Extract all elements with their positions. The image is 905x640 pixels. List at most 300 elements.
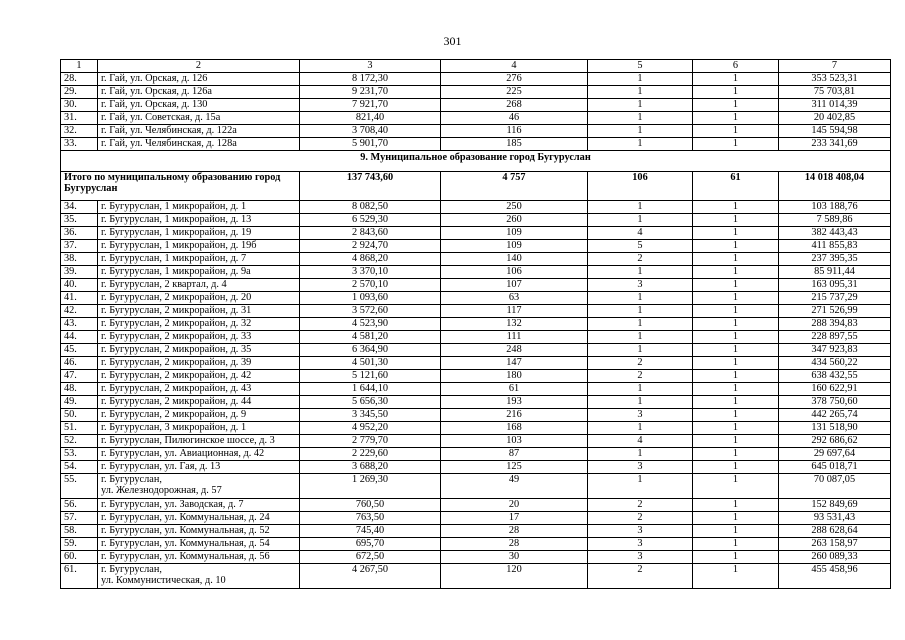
column-5-cell: 1 — [588, 474, 693, 499]
column-6-cell: 1 — [693, 383, 779, 396]
column-6-cell: 1 — [693, 331, 779, 344]
row-number: 56. — [61, 499, 98, 512]
cost-cell: 233 341,69 — [779, 138, 891, 151]
area-cell: 5 901,70 — [300, 138, 441, 151]
column-header: 6 — [693, 60, 779, 73]
column-5-cell: 1 — [588, 331, 693, 344]
column-6-cell: 1 — [693, 266, 779, 279]
address-line: г. Бугуруслан, 1 микрорайон, д. 1 — [101, 201, 247, 212]
residents-cell: 28 — [441, 538, 588, 551]
residents-cell: 63 — [441, 292, 588, 305]
address-line: г. Гай, ул. Орская, д. 126а — [101, 86, 212, 97]
cost-cell: 163 095,31 — [779, 279, 891, 292]
table-row — [61, 383, 891, 396]
residents-cell: 28 — [441, 525, 588, 538]
header-row — [61, 60, 891, 73]
column-6-cell: 1 — [693, 551, 779, 564]
address-cell — [98, 266, 300, 279]
column-5-cell: 1 — [588, 448, 693, 461]
residents-cell: 185 — [441, 138, 588, 151]
address-cell — [98, 99, 300, 112]
column-6-cell: 1 — [693, 201, 779, 214]
area-cell: 4 581,20 — [300, 331, 441, 344]
column-5-cell: 3 — [588, 279, 693, 292]
address-line-2: ул. Коммунистическая, д. 10 — [101, 575, 226, 586]
address-cell — [98, 383, 300, 396]
area-cell: 4 267,50 — [300, 564, 441, 589]
residents-cell: 132 — [441, 318, 588, 331]
row-number: 40. — [61, 279, 98, 292]
address-line: г. Бугуруслан, ул. Коммунальная, д. 54 — [101, 538, 270, 549]
address-line: г. Бугуруслан, 1 микрорайон, д. 19б — [101, 240, 257, 251]
area-cell: 763,50 — [300, 512, 441, 525]
address-line: г. Бугуруслан, 1 микрорайон, д. 19 — [101, 227, 252, 238]
column-5-cell: 3 — [588, 538, 693, 551]
cost-cell: 311 014,39 — [779, 99, 891, 112]
address-line: г. Бугуруслан, 2 микрорайон, д. 32 — [101, 318, 252, 329]
total-column-6: 61 — [693, 172, 779, 201]
row-number: 39. — [61, 266, 98, 279]
column-5-cell: 3 — [588, 551, 693, 564]
row-number: 38. — [61, 253, 98, 266]
row-number: 33. — [61, 138, 98, 151]
cost-cell: 260 089,33 — [779, 551, 891, 564]
row-number: 50. — [61, 409, 98, 422]
column-6-cell: 1 — [693, 279, 779, 292]
area-cell: 3 572,60 — [300, 305, 441, 318]
cost-cell: 160 622,91 — [779, 383, 891, 396]
cost-cell: 292 686,62 — [779, 435, 891, 448]
address-cell — [98, 551, 300, 564]
address-line-2: ул. Железнодорожная, д. 57 — [101, 485, 222, 496]
table-row — [61, 448, 891, 461]
section-title: 9. Муниципальное образование город Бугуруслан — [61, 151, 891, 172]
address-cell — [98, 86, 300, 99]
column-6-cell: 1 — [693, 86, 779, 99]
residents-cell: 46 — [441, 112, 588, 125]
residents-cell: 20 — [441, 499, 588, 512]
address-cell — [98, 125, 300, 138]
table-row — [61, 266, 891, 279]
cost-cell: 152 849,69 — [779, 499, 891, 512]
address-cell — [98, 214, 300, 227]
area-cell: 7 921,70 — [300, 99, 441, 112]
total-label: Итого по муниципальному образованию город Бугуруслан — [61, 172, 300, 201]
column-6-cell: 1 — [693, 422, 779, 435]
area-cell: 1 644,10 — [300, 383, 441, 396]
cost-cell: 263 158,97 — [779, 538, 891, 551]
area-cell: 821,40 — [300, 112, 441, 125]
table-row — [61, 318, 891, 331]
table-row — [61, 214, 891, 227]
column-6-cell: 1 — [693, 474, 779, 499]
cost-cell: 288 394,83 — [779, 318, 891, 331]
address-line: г. Бугуруслан, 2 микрорайон, д. 42 — [101, 370, 252, 381]
address-line: г. Бугуруслан, 2 микрорайон, д. 44 — [101, 396, 252, 407]
address-cell — [98, 461, 300, 474]
row-number: 59. — [61, 538, 98, 551]
address-line: г. Бугуруслан, 1 микрорайон, д. 9а — [101, 266, 251, 277]
table-body — [61, 60, 891, 589]
column-6-cell: 1 — [693, 538, 779, 551]
cost-cell: 20 402,85 — [779, 112, 891, 125]
column-6-cell: 1 — [693, 370, 779, 383]
column-6-cell: 1 — [693, 240, 779, 253]
area-cell: 5 121,60 — [300, 370, 441, 383]
row-number: 49. — [61, 396, 98, 409]
column-5-cell: 2 — [588, 253, 693, 266]
column-5-cell: 1 — [588, 112, 693, 125]
table-row — [61, 538, 891, 551]
address-line: г. Гай, ул. Челябинская, д. 122а — [101, 125, 237, 136]
address-line: г. Бугуруслан, ул. Авиационная, д. 42 — [101, 448, 265, 459]
area-cell: 5 656,30 — [300, 396, 441, 409]
row-number: 31. — [61, 112, 98, 125]
address-cell — [98, 253, 300, 266]
cost-cell: 7 589,86 — [779, 214, 891, 227]
table-row — [61, 305, 891, 318]
address-cell — [98, 564, 300, 589]
address-cell — [98, 227, 300, 240]
cost-cell: 353 523,31 — [779, 73, 891, 86]
column-6-cell: 1 — [693, 396, 779, 409]
column-5-cell: 1 — [588, 422, 693, 435]
table-row — [61, 253, 891, 266]
row-number: 34. — [61, 201, 98, 214]
total-cost: 14 018 408,04 — [779, 172, 891, 201]
total-area: 137 743,60 — [300, 172, 441, 201]
column-6-cell: 1 — [693, 448, 779, 461]
table-row — [61, 396, 891, 409]
row-number: 29. — [61, 86, 98, 99]
address-cell — [98, 396, 300, 409]
row-number: 28. — [61, 73, 98, 86]
residents-cell: 17 — [441, 512, 588, 525]
page-number: 301 — [443, 34, 462, 48]
area-cell: 2 924,70 — [300, 240, 441, 253]
table-row — [61, 461, 891, 474]
address-line: г. Бугуруслан, ул. Коммунальная, д. 24 — [101, 512, 270, 523]
address-line: г. Бугуруслан, — [101, 564, 162, 575]
address-line: г. Бугуруслан, ул. Коммунальная, д. 56 — [101, 551, 270, 562]
column-5-cell: 2 — [588, 564, 693, 589]
row-number: 52. — [61, 435, 98, 448]
cost-cell: 237 395,35 — [779, 253, 891, 266]
row-number: 60. — [61, 551, 98, 564]
area-cell: 3 345,50 — [300, 409, 441, 422]
residents-cell: 106 — [441, 266, 588, 279]
address-cell — [98, 201, 300, 214]
address-cell — [98, 331, 300, 344]
cost-cell: 378 750,60 — [779, 396, 891, 409]
cost-cell: 442 265,74 — [779, 409, 891, 422]
residents-cell: 125 — [441, 461, 588, 474]
cost-cell: 638 432,55 — [779, 370, 891, 383]
table-row — [61, 474, 891, 499]
area-cell: 4 501,30 — [300, 357, 441, 370]
cost-cell: 382 443,43 — [779, 227, 891, 240]
address-cell — [98, 525, 300, 538]
total-row — [61, 172, 891, 201]
area-cell: 6 364,90 — [300, 344, 441, 357]
table-row — [61, 99, 891, 112]
address-line: г. Бугуруслан, — [101, 474, 162, 485]
total-column-5: 106 — [588, 172, 693, 201]
area-cell: 3 370,10 — [300, 266, 441, 279]
address-line: г. Бугуруслан, 2 микрорайон, д. 35 — [101, 344, 252, 355]
residents-cell: 103 — [441, 435, 588, 448]
cost-cell: 347 923,83 — [779, 344, 891, 357]
address-line: г. Бугуруслан, 2 микрорайон, д. 33 — [101, 331, 252, 342]
address-cell — [98, 73, 300, 86]
residents-cell: 117 — [441, 305, 588, 318]
cost-cell: 288 628,64 — [779, 525, 891, 538]
residents-cell: 87 — [441, 448, 588, 461]
column-6-cell: 1 — [693, 99, 779, 112]
row-number: 46. — [61, 357, 98, 370]
cost-cell: 70 087,05 — [779, 474, 891, 499]
residents-cell: 216 — [441, 409, 588, 422]
cost-cell: 103 188,76 — [779, 201, 891, 214]
area-cell: 9 231,70 — [300, 86, 441, 99]
area-cell: 2 570,10 — [300, 279, 441, 292]
residents-cell: 109 — [441, 227, 588, 240]
residents-cell: 193 — [441, 396, 588, 409]
housing-table — [60, 59, 891, 589]
column-5-cell: 3 — [588, 409, 693, 422]
row-number: 57. — [61, 512, 98, 525]
row-number: 35. — [61, 214, 98, 227]
area-cell: 672,50 — [300, 551, 441, 564]
residents-cell: 268 — [441, 99, 588, 112]
column-6-cell: 1 — [693, 214, 779, 227]
row-number: 32. — [61, 125, 98, 138]
address-cell — [98, 318, 300, 331]
column-5-cell: 2 — [588, 370, 693, 383]
column-header: 7 — [779, 60, 891, 73]
table-row — [61, 370, 891, 383]
address-line: г. Бугуруслан, ул. Коммунальная, д. 52 — [101, 525, 270, 536]
area-cell: 695,70 — [300, 538, 441, 551]
column-header: 2 — [98, 60, 300, 73]
cost-cell: 131 518,90 — [779, 422, 891, 435]
table-row — [61, 344, 891, 357]
address-cell — [98, 344, 300, 357]
table-row — [61, 112, 891, 125]
column-5-cell: 1 — [588, 125, 693, 138]
residents-cell: 61 — [441, 383, 588, 396]
area-cell: 1 093,60 — [300, 292, 441, 305]
column-6-cell: 1 — [693, 125, 779, 138]
column-6-cell: 1 — [693, 253, 779, 266]
address-cell — [98, 422, 300, 435]
cost-cell: 228 897,55 — [779, 331, 891, 344]
column-6-cell: 1 — [693, 305, 779, 318]
section-row — [61, 151, 891, 172]
address-line: г. Гай, ул. Орская, д. 126 — [101, 73, 208, 84]
residents-cell: 30 — [441, 551, 588, 564]
row-number: 61. — [61, 564, 98, 589]
column-5-cell: 1 — [588, 344, 693, 357]
area-cell: 760,50 — [300, 499, 441, 512]
address-cell — [98, 538, 300, 551]
column-5-cell: 2 — [588, 357, 693, 370]
area-cell: 2 779,70 — [300, 435, 441, 448]
cost-cell: 145 594,98 — [779, 125, 891, 138]
address-cell — [98, 499, 300, 512]
area-cell: 2 229,60 — [300, 448, 441, 461]
row-number: 41. — [61, 292, 98, 305]
table-row — [61, 227, 891, 240]
cost-cell: 455 458,96 — [779, 564, 891, 589]
address-line: г. Бугуруслан, 2 микрорайон, д. 39 — [101, 357, 252, 368]
column-header: 3 — [300, 60, 441, 73]
table-row — [61, 292, 891, 305]
table-row — [61, 86, 891, 99]
row-number: 51. — [61, 422, 98, 435]
table-row — [61, 525, 891, 538]
row-number: 53. — [61, 448, 98, 461]
address-cell — [98, 240, 300, 253]
address-cell — [98, 305, 300, 318]
area-cell: 8 172,30 — [300, 73, 441, 86]
column-5-cell: 5 — [588, 240, 693, 253]
column-6-cell: 1 — [693, 344, 779, 357]
row-number: 42. — [61, 305, 98, 318]
table-row — [61, 125, 891, 138]
table-row — [61, 73, 891, 86]
address-line: г. Бугуруслан, 2 микрорайон, д. 31 — [101, 305, 252, 316]
column-6-cell: 1 — [693, 227, 779, 240]
residents-cell: 116 — [441, 125, 588, 138]
residents-cell: 276 — [441, 73, 588, 86]
column-5-cell: 1 — [588, 138, 693, 151]
table-row — [61, 499, 891, 512]
address-line: г. Бугуруслан, 2 квартал, д. 4 — [101, 279, 227, 290]
column-5-cell: 1 — [588, 266, 693, 279]
cost-cell: 645 018,71 — [779, 461, 891, 474]
area-cell: 1 269,30 — [300, 474, 441, 499]
residents-cell: 250 — [441, 201, 588, 214]
residents-cell: 180 — [441, 370, 588, 383]
column-5-cell: 1 — [588, 318, 693, 331]
cost-cell: 434 560,22 — [779, 357, 891, 370]
row-number: 30. — [61, 99, 98, 112]
residents-cell: 260 — [441, 214, 588, 227]
column-header: 1 — [61, 60, 98, 73]
address-cell — [98, 409, 300, 422]
residents-cell: 109 — [441, 240, 588, 253]
column-5-cell: 4 — [588, 227, 693, 240]
address-line: г. Бугуруслан, Пилюгинское шоссе, д. 3 — [101, 435, 275, 446]
table-row — [61, 422, 891, 435]
address-line: г. Гай, ул. Советская, д. 15а — [101, 112, 221, 123]
residents-cell: 111 — [441, 331, 588, 344]
cost-cell: 411 855,83 — [779, 240, 891, 253]
row-number: 54. — [61, 461, 98, 474]
address-cell — [98, 112, 300, 125]
column-header: 4 — [441, 60, 588, 73]
column-5-cell: 1 — [588, 383, 693, 396]
area-cell: 745,40 — [300, 525, 441, 538]
address-cell — [98, 435, 300, 448]
area-cell: 4 523,90 — [300, 318, 441, 331]
address-line: г. Бугуруслан, 1 микрорайон, д. 13 — [101, 214, 252, 225]
residents-cell: 147 — [441, 357, 588, 370]
address-cell — [98, 474, 300, 499]
address-cell — [98, 448, 300, 461]
residents-cell: 49 — [441, 474, 588, 499]
address-cell — [98, 279, 300, 292]
column-6-cell: 1 — [693, 461, 779, 474]
column-5-cell: 1 — [588, 99, 693, 112]
column-6-cell: 1 — [693, 512, 779, 525]
column-6-cell: 1 — [693, 292, 779, 305]
total-residents: 4 757 — [441, 172, 588, 201]
residents-cell: 140 — [441, 253, 588, 266]
cost-cell: 85 911,44 — [779, 266, 891, 279]
residents-cell: 248 — [441, 344, 588, 357]
column-5-cell: 3 — [588, 461, 693, 474]
column-5-cell: 1 — [588, 201, 693, 214]
area-cell: 6 529,30 — [300, 214, 441, 227]
column-5-cell: 1 — [588, 214, 693, 227]
column-6-cell: 1 — [693, 499, 779, 512]
row-number: 48. — [61, 383, 98, 396]
column-5-cell: 1 — [588, 396, 693, 409]
table-row — [61, 138, 891, 151]
table-row — [61, 357, 891, 370]
address-line: г. Гай, ул. Челябинская, д. 128а — [101, 138, 237, 149]
column-5-cell: 1 — [588, 73, 693, 86]
table-row — [61, 240, 891, 253]
column-5-cell: 1 — [588, 292, 693, 305]
address-line: г. Бугуруслан, 1 микрорайон, д. 7 — [101, 253, 247, 264]
column-5-cell: 1 — [588, 86, 693, 99]
column-5-cell: 3 — [588, 525, 693, 538]
table-row — [61, 564, 891, 589]
row-number: 58. — [61, 525, 98, 538]
cost-cell: 271 526,99 — [779, 305, 891, 318]
row-number: 37. — [61, 240, 98, 253]
column-6-cell: 1 — [693, 357, 779, 370]
table-row — [61, 435, 891, 448]
column-6-cell: 1 — [693, 73, 779, 86]
row-number: 44. — [61, 331, 98, 344]
address-cell — [98, 512, 300, 525]
column-5-cell: 2 — [588, 512, 693, 525]
column-5-cell: 4 — [588, 435, 693, 448]
area-cell: 8 082,50 — [300, 201, 441, 214]
address-cell — [98, 370, 300, 383]
column-5-cell: 2 — [588, 499, 693, 512]
column-6-cell: 1 — [693, 318, 779, 331]
cost-cell: 29 697,64 — [779, 448, 891, 461]
address-line: г. Бугуруслан, 3 микрорайон, д. 1 — [101, 422, 247, 433]
row-number: 47. — [61, 370, 98, 383]
address-cell — [98, 357, 300, 370]
address-line: г. Бугуруслан, ул. Гая, д. 13 — [101, 461, 221, 472]
residents-cell: 225 — [441, 86, 588, 99]
column-6-cell: 1 — [693, 112, 779, 125]
row-number: 43. — [61, 318, 98, 331]
address-line: г. Гай, ул. Орская, д. 130 — [101, 99, 208, 110]
cost-cell: 93 531,43 — [779, 512, 891, 525]
column-header: 5 — [588, 60, 693, 73]
address-cell — [98, 292, 300, 305]
row-number: 55. — [61, 474, 98, 499]
column-6-cell: 1 — [693, 525, 779, 538]
